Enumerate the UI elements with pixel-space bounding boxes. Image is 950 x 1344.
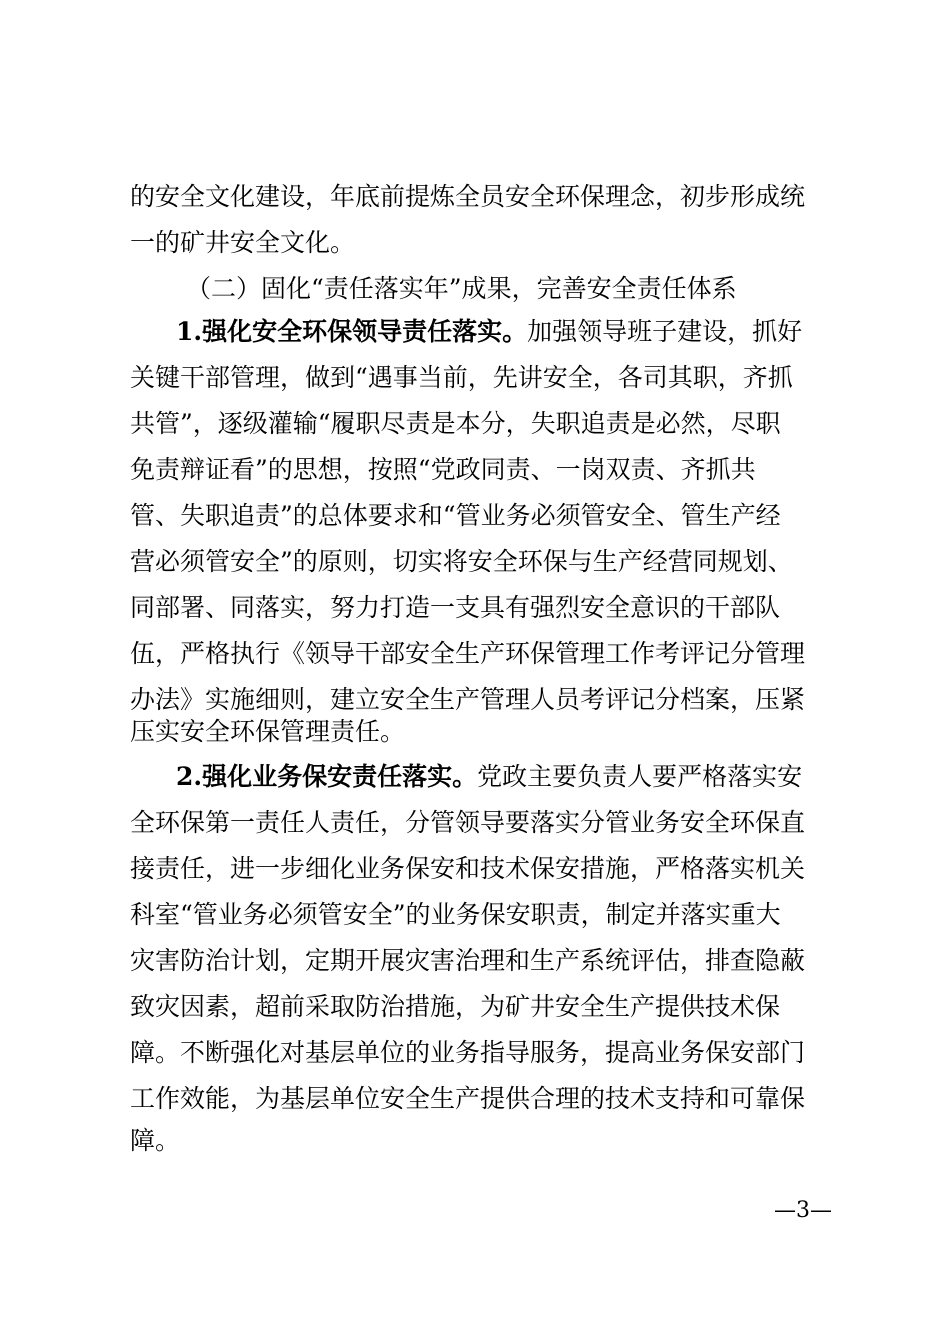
- item-2-first-line: [176, 761, 876, 793]
- item-1-first-line-text: 加强领导班子建设，抓好: [527, 317, 803, 346]
- paragraph-line: 关键干部管理，做到“遇事当前，先讲安全，各司其职，齐抓: [130, 363, 793, 392]
- item-2-first-line-text: 党政主要负责人要严格落实安: [477, 762, 803, 791]
- paragraph-line: 办法》实施细则，建立安全生产管理人员考评记分档案，压紧: [130, 685, 806, 714]
- paragraph-line: 管、失职追责”的总体要求和“管业务必须管安全、管生产经: [130, 501, 781, 530]
- item-1-first-line: [176, 316, 876, 348]
- paragraph-line: 科室“管业务必须管安全”的业务保安职责，制定并落实重大: [130, 900, 781, 929]
- paragraph-line: 致灾因素，超前采取防治措施，为矿井安全生产提供技术保: [130, 992, 781, 1021]
- paragraph-line: 营必须管安全”的原则，切实将安全环保与生产经营同规划、: [130, 547, 793, 576]
- page-number: —3—: [774, 1198, 832, 1223]
- paragraph-line: 的安全文化建设，年底前提炼全员安全环保理念，初步形成统: [130, 182, 806, 211]
- paragraph-line: 工作效能，为基层单位安全生产提供合理的技术支持和可靠保: [130, 1084, 806, 1113]
- paragraph-line: 压实安全环保管理责任。: [130, 717, 406, 746]
- section-heading: （二）固化“责任落实年”成果，完善安全责任体系: [186, 274, 737, 303]
- paragraph-line: 障。不断强化对基层单位的业务指导服务，提高业务保安部门: [130, 1038, 806, 1067]
- paragraph-line: 接责任，进一步细化业务保安和技术保安措施，严格落实机关: [130, 854, 806, 883]
- item-2-heading: 2.强化业务保安责任落实。: [176, 762, 478, 791]
- paragraph-line: 伍，严格执行《领导干部安全生产环保管理工作考评记分管理: [130, 639, 806, 668]
- paragraph-line: 障。: [130, 1126, 181, 1155]
- paragraph-line: 灾害防治计划，定期开展灾害治理和生产系统评估，排查隐蔽: [130, 946, 806, 975]
- paragraph-line: 全环保第一责任人责任，分管领导要落实分管业务安全环保直: [130, 808, 806, 837]
- paragraph-line: 免责辩证看”的思想，按照“党政同责、一岗双责、齐抓共: [130, 455, 756, 484]
- paragraph-line: 共管”，逐级灌输“履职尽责是本分，失职追责是必然，尽职: [130, 409, 781, 438]
- paragraph-line: 同部署、同落实，努力打造一支具有强烈安全意识的干部队: [130, 593, 781, 622]
- item-1-heading: 1.强化安全环保领导责任落实。: [176, 317, 528, 346]
- paragraph-line: 一的矿井安全文化。: [130, 228, 356, 257]
